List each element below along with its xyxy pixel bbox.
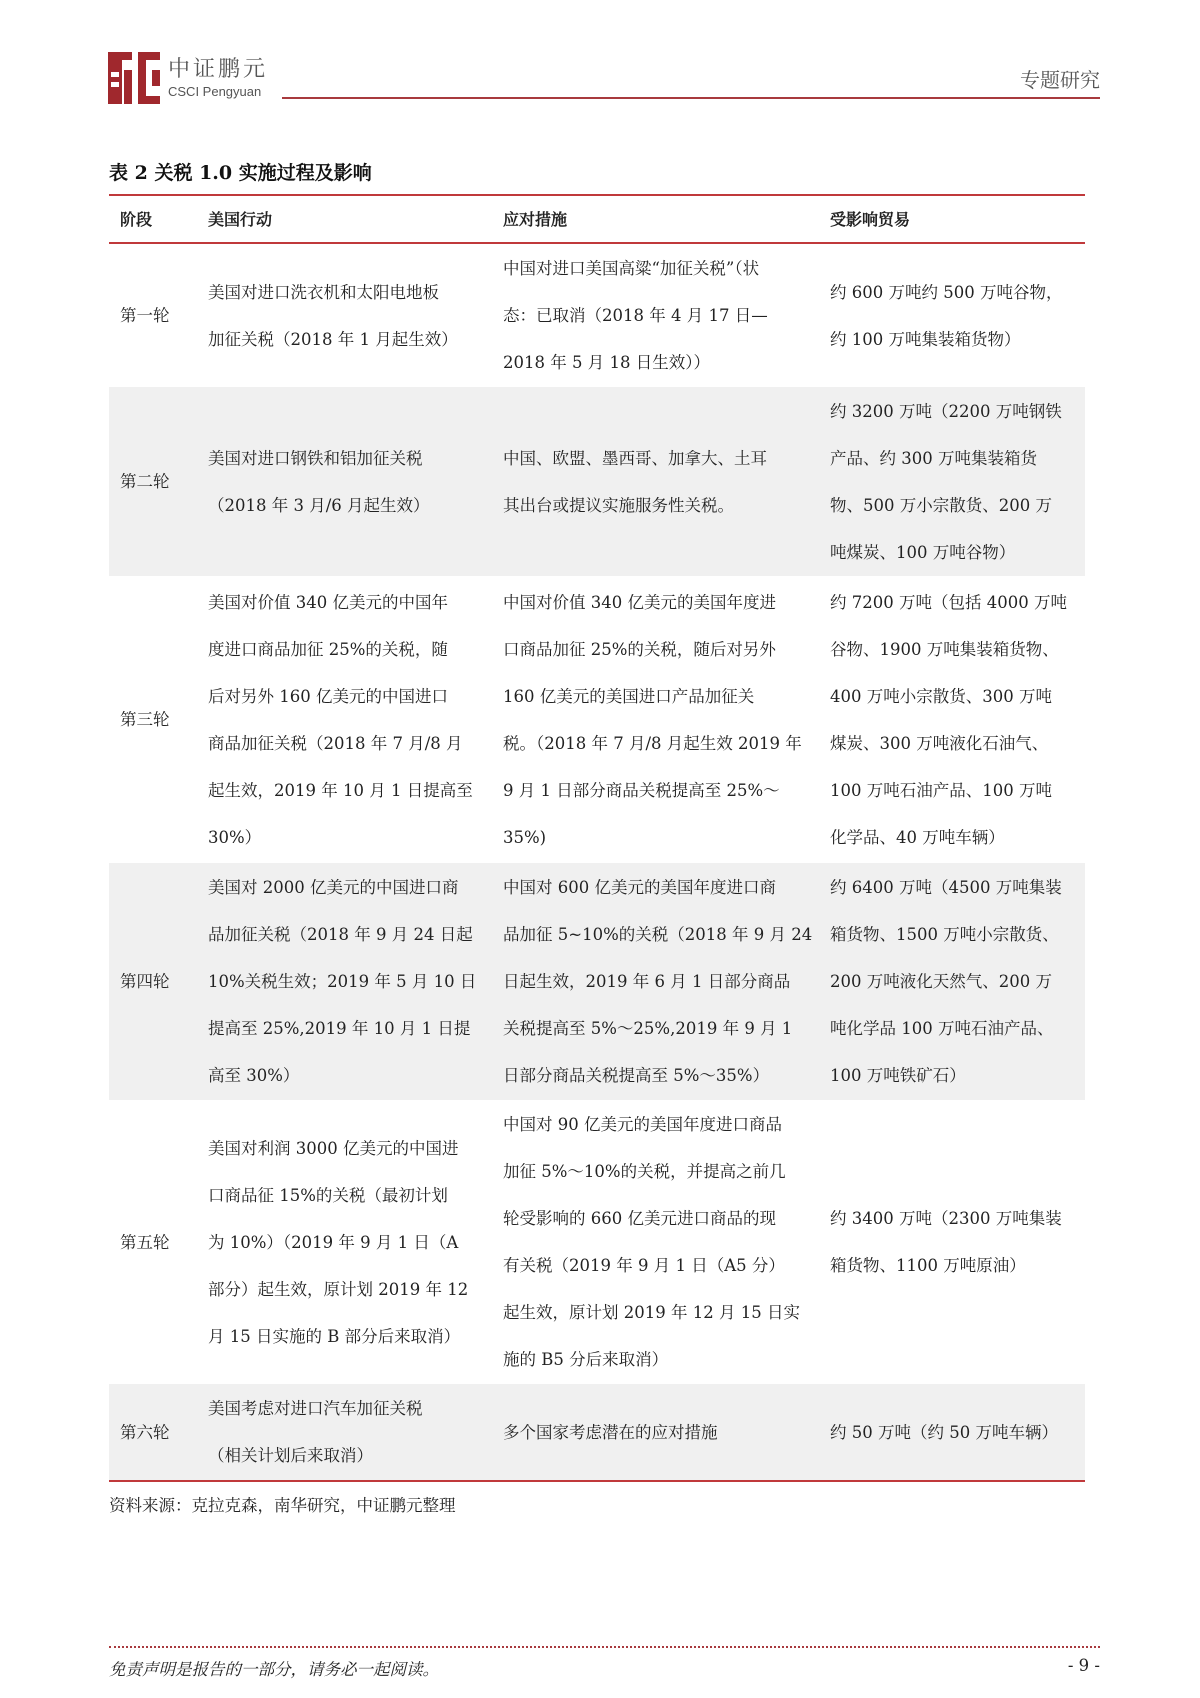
cell-line: 提高至 25%,2019 年 10 月 1 日提 — [208, 1019, 471, 1038]
cell-line: 度进口商品加征 25%的关税，随 — [208, 639, 448, 659]
cell-line: 100 万吨铁矿石） — [830, 1066, 966, 1085]
cell-line: 多个国家考虑潜在的应对措施 — [503, 1422, 718, 1442]
cell-text: 第五轮 — [120, 1232, 170, 1252]
table-row — [109, 387, 1085, 576]
source-note: 资料来源：克拉克森，南华研究，中证鹏元整理 — [109, 1496, 456, 1515]
cell-line: 约 600 万吨约 500 万吨谷物， — [830, 282, 1063, 302]
us-action-cell — [197, 576, 492, 863]
cell-line: 物、500 万小宗散货、200 万 — [830, 495, 1052, 515]
cell-line: 160 亿美元的美国进口产品加征关 — [503, 686, 755, 706]
stage-cell — [109, 387, 197, 576]
us-action-cell — [197, 244, 492, 387]
column-header: 受影响贸易 — [830, 209, 911, 229]
cell-line: 箱货物、1100 万吨原油） — [830, 1256, 1026, 1275]
cell-line: 10%关税生效；2019 年 5 月 10 日 — [208, 972, 477, 991]
cell-line: 35%) — [503, 827, 547, 847]
cell-line: 美国对价值 340 亿美元的中国年 — [208, 592, 448, 612]
cell-line: 美国对利润 3000 亿美元的中国进 — [208, 1138, 459, 1158]
cell-line: 高至 30%） — [208, 1066, 300, 1085]
table-header-row — [109, 196, 1085, 244]
cell-line: 化学品、40 万吨车辆） — [830, 827, 1005, 847]
cell-line: 其出台或提议实施服务性关税。 — [503, 495, 734, 515]
cell-line: （相关计划后来取消） — [208, 1446, 373, 1465]
column-header: 应对措施 — [503, 209, 568, 229]
cell-line: （2018 年 3 月/6 月起生效） — [208, 495, 430, 515]
response-cell — [492, 1100, 819, 1384]
cell-line: 煤炭、300 万吨液化石油气、 — [830, 733, 1049, 753]
disclaimer: 免责声明是报告的一部分，请务必一起阅读。 — [109, 1660, 439, 1679]
cell-line: 美国对进口钢铁和铝加征关税 — [208, 448, 423, 468]
column-header: 美国行动 — [208, 209, 273, 229]
document-type: 专题研究 — [1020, 68, 1100, 92]
us-action-cell — [197, 1100, 492, 1384]
cell-line: 吨煤炭、100 万吨谷物） — [830, 542, 1016, 562]
response-cell — [492, 576, 819, 863]
page-number: - 9 - — [1067, 1656, 1100, 1675]
cell-line: 谷物、1900 万吨集装箱货物、 — [830, 639, 1059, 659]
cell-line: 400 万吨小宗散货、300 万吨 — [830, 686, 1052, 706]
us-action-cell — [197, 1384, 492, 1480]
column-header: 阶段 — [120, 209, 153, 229]
cell-line: 200 万吨液化天然气、200 万 — [830, 972, 1052, 991]
cell-text: 第三轮 — [120, 710, 170, 729]
cell-line: 轮受影响的 660 亿美元进口商品的现 — [503, 1209, 776, 1228]
affected-trade-cell — [819, 1100, 1085, 1384]
cell-line: 商品加征关税（2018 年 7 月/8 月 — [208, 733, 463, 753]
cell-line: 中国对 90 亿美元的美国年度进口商品 — [503, 1115, 782, 1134]
cell-line: 9 月 1 日部分商品关税提高至 25%～ — [503, 780, 780, 800]
cell-line: 吨化学品 100 万吨石油产品、 — [830, 1019, 1054, 1038]
cell-line: 约 100 万吨集装箱货物） — [830, 329, 1021, 349]
cell-line: 起生效，2019 年 10 月 1 日提高至 — [208, 780, 473, 800]
cell-line: 2018 年 5 月 18 日生效）） — [503, 353, 710, 372]
tariff-table — [109, 194, 1085, 1482]
cell-line: 加征 5%～10%的关税，并提高之前几 — [503, 1162, 786, 1181]
cell-line: 为 10%）（2019 年 9 月 1 日（A — [208, 1232, 459, 1252]
cell-text: 第二轮 — [120, 472, 170, 491]
cell-line: 中国对价值 340 亿美元的美国年度进 — [503, 592, 776, 612]
affected-trade-cell — [819, 863, 1085, 1100]
response-cell — [492, 863, 819, 1100]
table-row — [109, 1100, 1085, 1384]
cell-text: 第一轮 — [120, 306, 170, 325]
cell-line: 口商品加征 25%的关税，随后对另外 — [503, 639, 776, 659]
stage-cell — [109, 576, 197, 863]
table-row — [109, 863, 1085, 1100]
affected-trade-cell — [819, 576, 1085, 863]
affected-trade-cell — [819, 244, 1085, 387]
table-row — [109, 576, 1085, 863]
cell-text: 第六轮 — [120, 1422, 170, 1442]
affected-trade-cell — [819, 387, 1085, 576]
cell-line: 日起生效，2019 年 6 月 1 日部分商品 — [503, 972, 791, 991]
stage-cell — [109, 1384, 197, 1480]
company-logo-icon — [108, 52, 160, 104]
response-cell — [492, 387, 819, 576]
cell-line: 约 7200 万吨（包括 4000 万吨 — [830, 592, 1067, 612]
cell-line: 部分）起生效，原计划 2019 年 12 — [208, 1279, 469, 1299]
cell-line: 税。（2018 年 7 月/8 月起生效 2019 年 — [503, 733, 802, 753]
cell-line: 约 50 万吨（约 50 万吨车辆） — [830, 1422, 1058, 1442]
response-cell — [492, 1384, 819, 1480]
us-action-cell — [197, 863, 492, 1100]
cell-line: 约 6400 万吨（4500 万吨集装 — [830, 878, 1062, 897]
cell-line: 美国对进口洗衣机和太阳电地板 — [208, 282, 439, 302]
cell-line: 关税提高至 5%～25%,2019 年 9 月 1 — [503, 1019, 793, 1038]
cell-line: 施的 B5 分后来取消） — [503, 1350, 669, 1369]
cell-line: 箱货物、1500 万吨小宗散货、 — [830, 925, 1059, 944]
stage-cell — [109, 1100, 197, 1384]
cell-line: 产品、约 300 万吨集装箱货 — [830, 448, 1037, 468]
us-action-cell — [197, 387, 492, 576]
cell-line: 起生效，原计划 2019 年 12 月 15 日实 — [503, 1303, 800, 1322]
footer-divider — [109, 1646, 1100, 1648]
cell-line: 加征关税（2018 年 1 月起生效） — [208, 329, 458, 349]
cell-line: 100 万吨石油产品、100 万吨 — [830, 780, 1052, 800]
stage-cell — [109, 863, 197, 1100]
cell-line: 中国对进口美国高粱“加征关税”（状 — [503, 259, 760, 278]
affected-trade-cell — [819, 1384, 1085, 1480]
cell-line: 美国考虑对进口汽车加征关税 — [208, 1399, 423, 1418]
cell-line: 美国对 2000 亿美元的中国进口商 — [208, 878, 459, 897]
cell-line: 约 3200 万吨（2200 万吨钢铁 — [830, 401, 1062, 421]
table-row — [109, 1384, 1085, 1480]
cell-line: 有关税（2019 年 9 月 1 日（A5 分） — [503, 1256, 785, 1275]
cell-line: 月 15 日实施的 B 部分后来取消） — [208, 1326, 461, 1346]
cell-line: 中国对 600 亿美元的美国年度进口商 — [503, 878, 776, 897]
table-title: 表 2 关税 1.0 实施过程及影响 — [109, 162, 372, 184]
cell-line: 态：已取消（2018 年 4 月 17 日— — [503, 306, 768, 325]
cell-line: 品加征关税（2018 年 9 月 24 日起 — [208, 925, 473, 944]
brand-name-cn: 中证鹏元 — [168, 57, 269, 82]
stage-cell — [109, 244, 197, 387]
cell-line: 日部分商品关税提高至 5%～35%） — [503, 1066, 770, 1085]
table-row — [109, 244, 1085, 387]
cell-line: 口商品征 15%的关税（最初计划 — [208, 1185, 448, 1205]
brand-name-en: CSCI Pengyuan — [168, 84, 262, 99]
cell-line: 中国、欧盟、墨西哥、加拿大、土耳 — [503, 448, 767, 468]
header-divider — [282, 97, 1100, 99]
cell-line: 30%） — [208, 827, 262, 847]
cell-line: 品加征 5~10%的关税（2018 年 9 月 24 — [503, 925, 813, 944]
cell-line: 后对另外 160 亿美元的中国进口 — [208, 686, 448, 706]
cell-text: 第四轮 — [120, 972, 170, 991]
response-cell — [492, 244, 819, 387]
cell-line: 约 3400 万吨（2300 万吨集装 — [830, 1209, 1062, 1228]
